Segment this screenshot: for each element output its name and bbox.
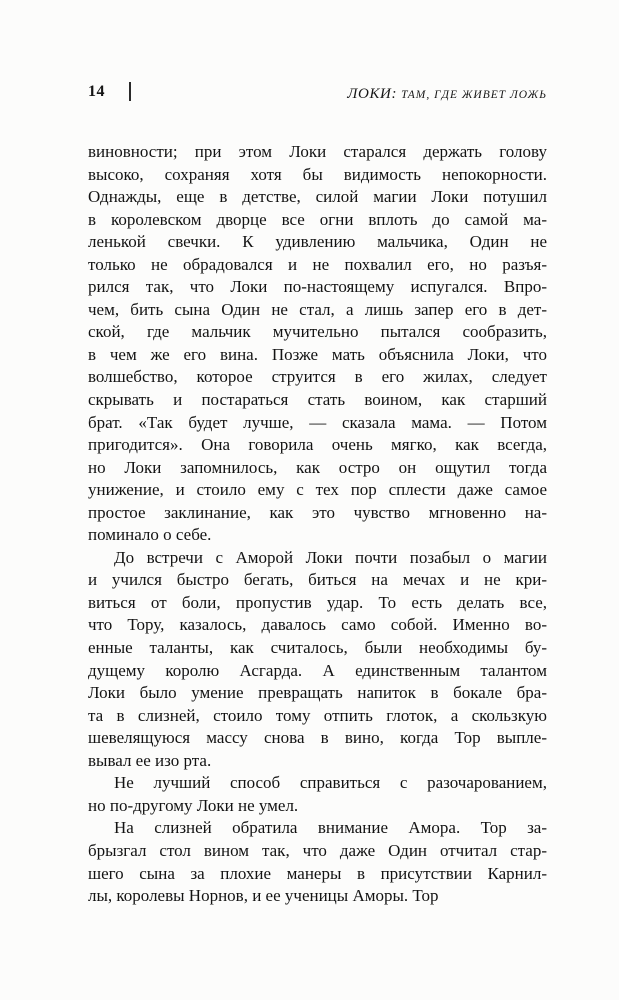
- paragraph: [88, 772, 547, 817]
- text-line: шего сына за плохие манеры в присутствии Карнил-: [88, 863, 547, 883]
- running-title-sub: ТАМ, ГДЕ ЖИВЕТ ЛОЖЬ: [401, 89, 547, 101]
- paragraph: [88, 547, 547, 772]
- text-line: только не обрадовался и не похвалил его, но разъя-: [88, 254, 547, 274]
- page-header: [88, 82, 547, 106]
- text-line: высоко, сохраняя хотя бы видимость непокорности.: [88, 164, 547, 184]
- page-number: 14: [88, 82, 105, 100]
- text-line: Не лучший способ справиться с разочарованием,: [114, 773, 547, 793]
- text-line: простое заклинание, как это чувство мгновенно на-: [88, 502, 547, 522]
- text-line: виновности; при этом Локи старался держать голову: [88, 142, 547, 161]
- text-line: но Локи запомнилось, как остро он ощутил тогда: [88, 457, 547, 477]
- text-line: На слизней обратила внимание Амора. Тор за-: [114, 818, 547, 838]
- text-line: волшебство, которое струится в его жилах, следует: [88, 367, 547, 387]
- text-line: унижение, и стоило ему с тех пор сплести даже самое: [88, 480, 547, 500]
- text-line: шевелящуюся массу снова в вино, когда Тор выпле-: [88, 728, 547, 748]
- text-line: брызгал стол вином так, что даже Один отчитал стар-: [88, 840, 547, 860]
- text-line: чем, бить сына Один не стал, а лишь запер его в дет-: [88, 299, 547, 319]
- running-title-main: ЛОКИ:: [347, 86, 398, 102]
- paragraph: [88, 141, 547, 547]
- text-line: ленькой свечки. К удивлению мальчика, Один не: [88, 232, 547, 252]
- text-line: но по-другому Локи не умел.: [88, 795, 299, 815]
- text-line: в королевском дворце все огни вплоть до самой ма-: [88, 209, 547, 229]
- text-line: и учился быстро бегать, биться на мечах и не кри-: [88, 570, 547, 590]
- text-line: Однажды, еще в детстве, силой магии Локи потушил: [88, 187, 547, 207]
- text-line: скрывать и постараться стать воином, как старший: [88, 390, 547, 410]
- header-divider: [129, 82, 131, 101]
- text-line: енные таланты, как считалось, были необходимы бу-: [88, 638, 547, 658]
- text-line: пригодится». Она говорила очень мягко, как всегда,: [88, 435, 547, 455]
- text-line: вывал ее изо рта.: [88, 750, 212, 770]
- text-line: поминало о себе.: [88, 525, 212, 545]
- text-line: брат. «Так будет лучше, — сказала мама. — Потом: [88, 412, 547, 432]
- text-line: До встречи с Аморой Локи почти позабыл о магии: [114, 547, 547, 567]
- text-line: та в слизней, стоило тому отпить глоток, а скользкую: [88, 705, 547, 725]
- text-line: Локи было умение превращать напиток в бокале бра-: [88, 683, 547, 703]
- running-title: [347, 85, 547, 103]
- text-line: лы, королевы Норнов, и ее ученицы Аморы. Тор: [88, 886, 439, 906]
- text-line: в чем же его вина. Позже мать объяснила Локи, что: [88, 344, 547, 364]
- paragraph: [88, 817, 547, 907]
- text-line: дущему королю Асгарда. А единственным талантом: [88, 660, 547, 680]
- page-header-left: [88, 82, 131, 101]
- text-line: виться от боли, пропустив удар. То есть делать все,: [88, 592, 547, 612]
- text-line: ской, где мальчик мучительно пытался сообразить,: [88, 322, 547, 342]
- page-text: [88, 141, 547, 908]
- text-line: рился так, что Локи по-настоящему испугался. Впро-: [88, 277, 547, 297]
- text-line: что Тору, казалось, давалось само собой. Именно во-: [88, 615, 547, 635]
